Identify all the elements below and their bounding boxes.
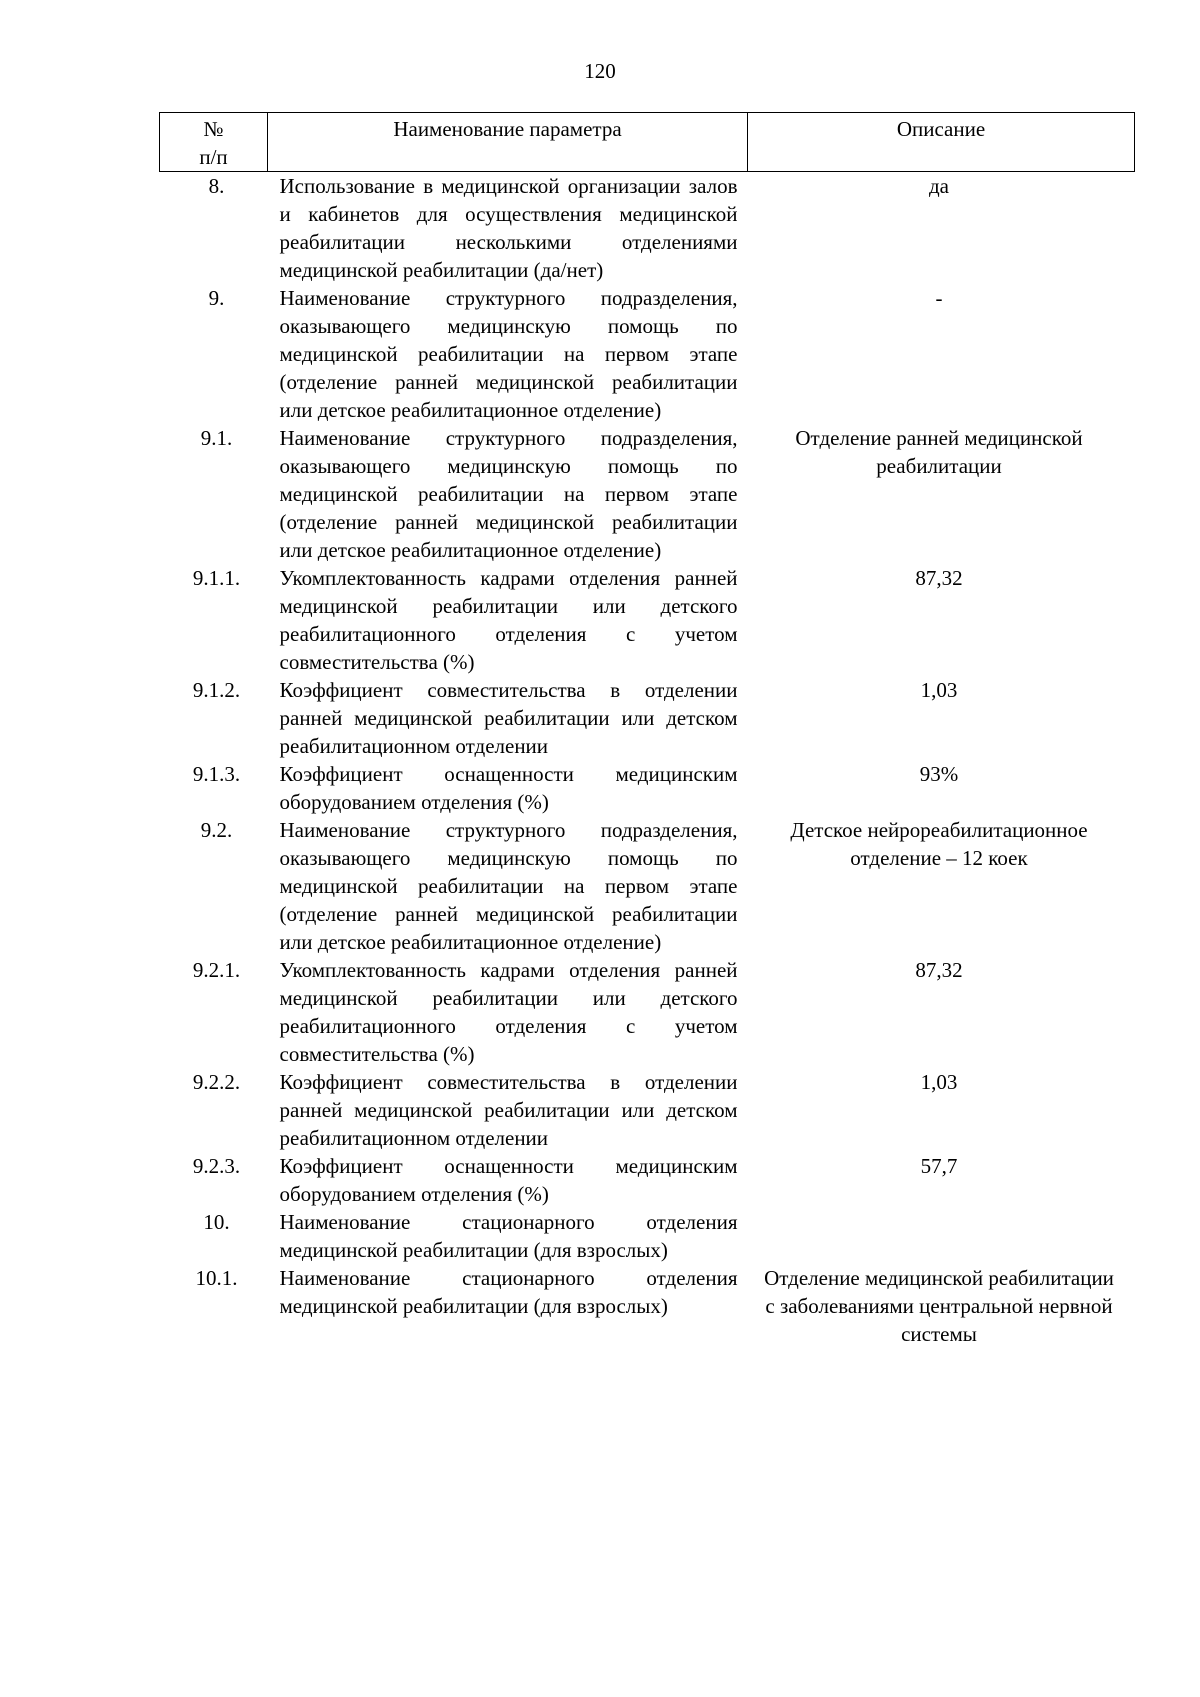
table-row: [160, 816, 1135, 956]
row-number: 9.: [208, 286, 225, 310]
row-number: 9.2.: [200, 818, 233, 842]
row-number: 8.: [208, 174, 225, 198]
row-description: да: [928, 174, 949, 198]
header-number-line2: п/п: [199, 145, 228, 169]
table-row: [160, 1264, 1135, 1348]
row-parameter: Коэффициент совместительства в отделении ранней медицинской реабилитации или детском реабилитационном отделении: [279, 678, 738, 758]
table-row: [160, 1152, 1135, 1208]
row-description: Отделение ранней медицинской реабилитации: [795, 426, 1083, 478]
row-description: 1,03: [920, 1070, 958, 1094]
header-description: Описание: [748, 113, 1135, 172]
row-description: 93%: [919, 762, 959, 786]
row-parameter: Укомплектованность кадрами отделения ранней медицинской реабилитации или детского реабилитационного отделения с учетом совместительства (%): [279, 958, 738, 1066]
row-number: 9.1.2.: [192, 678, 241, 702]
header-parameter: Наименование параметра: [268, 113, 748, 172]
table-row: [160, 424, 1135, 564]
row-parameter: Коэффициент оснащенности медицинским оборудованием отделения (%): [279, 762, 738, 814]
row-parameter: Наименование структурного подразделения, оказывающего медицинскую помощь по медицинской реабилитации на первом этапе (отделение ранней медицинской реабилитации или детское реабилитационное отделение): [279, 426, 738, 562]
table-row: [160, 564, 1135, 676]
header-number: [160, 113, 268, 172]
row-number: 10.1.: [195, 1266, 238, 1290]
header-number-line1: №: [203, 117, 224, 141]
row-parameter: Наименование стационарного отделения медицинской реабилитации (для взрослых): [279, 1210, 738, 1262]
header-row: [160, 113, 1135, 172]
row-description: 1,03: [920, 678, 958, 702]
row-number: 9.1.: [200, 426, 233, 450]
table-row: [160, 284, 1135, 424]
table-row: [160, 956, 1135, 1068]
row-parameter: Коэффициент оснащенности медицинским оборудованием отделения (%): [279, 1154, 738, 1206]
table-header: [160, 113, 1135, 172]
table-body: [160, 172, 1135, 1349]
row-parameter: Использование в медицинской организации залов и кабинетов для осуществления медицинской реабилитации несколькими отделениями медицинской реабилитации (да/нет): [279, 174, 738, 282]
row-number: 9.2.2.: [192, 1070, 241, 1094]
table-row: [160, 1068, 1135, 1152]
row-description: [748, 1208, 1135, 1264]
row-parameter: Наименование стационарного отделения медицинской реабилитации (для взрослых): [279, 1266, 738, 1318]
row-description: Детское нейрореабилитационное отделение – 12 коек: [790, 818, 1088, 870]
parameters-table: [159, 112, 1135, 1348]
row-parameter: Наименование структурного подразделения, оказывающего медицинскую помощь по медицинской реабилитации на первом этапе (отделение ранней медицинской реабилитации или детское реабилитационное отделение): [279, 286, 738, 422]
table-row: [160, 676, 1135, 760]
row-number: 9.2.3.: [192, 1154, 241, 1178]
row-parameter: Укомплектованность кадрами отделения ранней медицинской реабилитации или детского реабилитационного отделения с учетом совместительства (%): [279, 566, 738, 674]
row-description: 87,32: [915, 566, 963, 590]
table-row: [160, 172, 1135, 285]
row-description: 57,7: [920, 1154, 958, 1178]
row-parameter: Коэффициент совместительства в отделении ранней медицинской реабилитации или детском реабилитационном отделении: [279, 1070, 738, 1150]
row-description: -: [935, 286, 943, 310]
row-number: 9.2.1.: [192, 958, 241, 982]
row-parameter: Наименование структурного подразделения, оказывающего медицинскую помощь по медицинской реабилитации на первом этапе (отделение ранней медицинской реабилитации или детское реабилитационное отделение): [279, 818, 738, 954]
table-row: [160, 760, 1135, 816]
row-number: 10.: [203, 1210, 230, 1234]
row-number: 9.1.1.: [192, 566, 241, 590]
page-number: 120: [584, 59, 616, 83]
row-description: 87,32: [915, 958, 963, 982]
row-number: 9.1.3.: [192, 762, 241, 786]
row-description: Отделение медицинской реабилитации с заболеваниями центральной нервной системы: [764, 1266, 1114, 1346]
table-row: [160, 1208, 1135, 1264]
